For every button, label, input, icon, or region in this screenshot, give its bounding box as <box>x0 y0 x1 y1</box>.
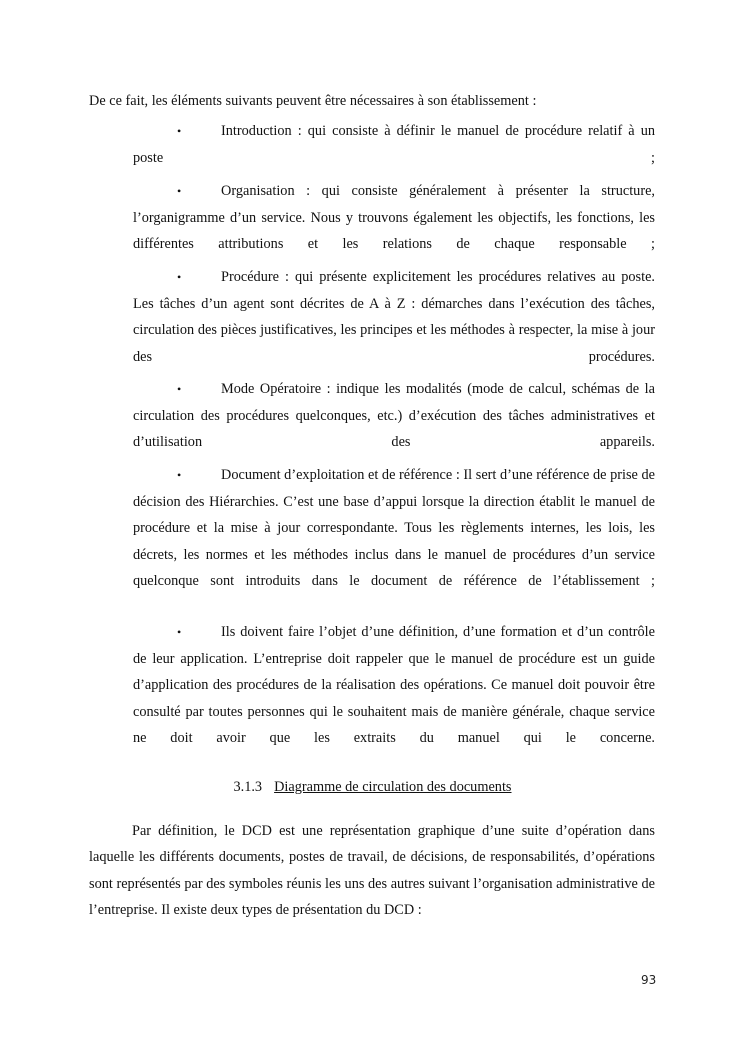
bullet-icon: • <box>177 468 182 482</box>
list-item <box>133 462 655 621</box>
list-item-text: Procédure : qui présente explicitement les procédures relatives au poste. Les tâches d’un agent sont décrites de A à Z : démarches dans l’exécution des tâches, circulation des pièces justificatives, les principes et les méthodes à respecter, la mise à jour des procédures. <box>133 269 655 365</box>
section-heading <box>0 777 745 797</box>
list-item-text: Mode Opératoire : indique les modalités (mode de calcul, schémas de la circulation des procédures quelconques, etc.) d’exécution des tâches administratives et d’utilisation des appareils. <box>133 381 655 450</box>
list-item-text: Document d’exploitation et de référence : Il sert d’une référence de prise de décision des Hiérarchies. C’est une base d’appui lorsque la direction établit le manuel de procédure et la mise à jour correspondante. Tous les règlements internes, les lois, les décrets, les normes et les méthodes inclus dans le manuel de procédures d’un service quelconque sont introduits dans le document de référence de l’établissement ; <box>133 467 655 589</box>
list-item-text: Ils doivent faire l’objet d’une définition, d’une formation et d’un contrôle de leur application. L’entreprise doit rappeler que le manuel de procédure est un guide d’application des procédures de la réalisation des opérations. Ce manuel doit pouvoir être consulté par toutes personnes qui le souhaitent mais de manière générale, chaque service ne doit avoir que les extraits du manuel qui le concerne. <box>133 624 655 746</box>
bullet-icon: • <box>177 382 182 396</box>
list-item <box>133 619 655 778</box>
intro-sentence: De ce fait, les éléments suivants peuvent être nécessaires à son établissement : <box>89 93 537 109</box>
page-number: 93 <box>641 973 657 987</box>
body-paragraph: Par définition, le DCD est une représentation graphique d’une suite d’opération dans laquelle les différents documents, postes de travail, de décisions, de responsabilités, d’opérations sont représentés par des symboles réunis les uns des autres suivant l’organisation administrative de l’entreprise. Il existe deux types de présentation du DCD : <box>89 823 655 919</box>
list-item-text: Organisation : qui consiste généralement à présenter la structure, l’organigramme d’un service. Nous y trouvons également les objectifs, les fonctions, les différentes attributions et les relations de chaque responsable ; <box>133 183 655 252</box>
bullet-icon: • <box>177 124 182 138</box>
section-number: 3.1.3 <box>233 779 263 795</box>
section-title: Diagramme de circulation des documents <box>274 779 512 795</box>
bullet-icon: • <box>177 184 182 198</box>
bullet-icon: • <box>177 625 182 639</box>
bullet-icon: • <box>177 270 182 284</box>
list-item-text: Introduction : qui consiste à définir le manuel de procédure relatif à un poste ; <box>133 123 655 166</box>
